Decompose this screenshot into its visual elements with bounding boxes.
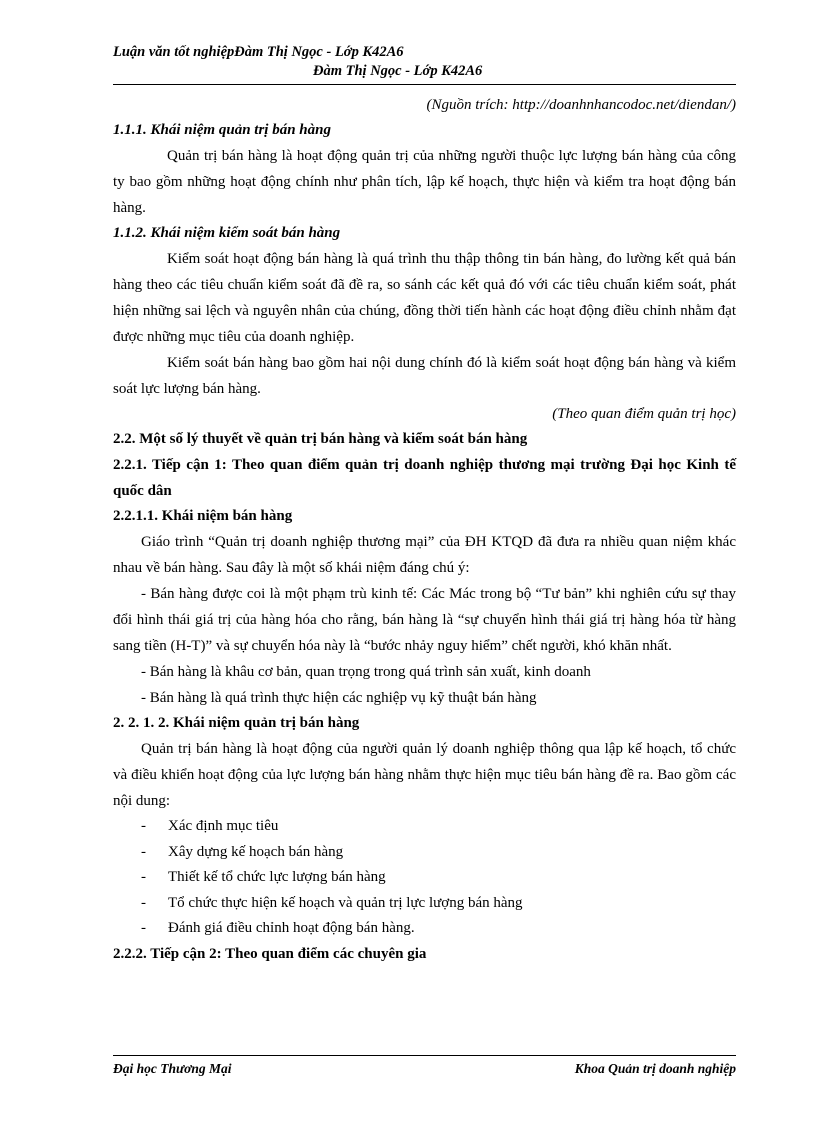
paragraph-2-2-1-1: Giáo trình “Quản trị doanh nghiệp thương mại” của ĐH KTQD đã đưa ra nhiều quan niệm khác nhau về bán hàng. Sau đây là một số khái niệm đáng chú ý: [113,534,736,576]
paragraph-2-2-1-2: Quản trị bán hàng là hoạt động của người quản lý doanh nghiệp thông qua lập kế hoạch, tổ chức và điều khiển hoạt động của lực lượng bán hàng nhằm thực hiện mục tiêu bán hàng đề ra. Bao gồm các nội dung: [113,741,736,809]
footer-rule [113,1055,736,1056]
bullet-text: Thiết kế tổ chức lực lượng bán hàng [168,869,386,885]
bullet-text: Xác định mục tiêu [168,818,279,834]
page-footer [113,1055,736,1078]
heading-2-2-1-2: 2. 2. 1. 2. Khái niệm quản trị bán hàng [113,715,360,731]
footer-right: Khoa Quản trị doanh nghiệp [574,1061,736,1076]
bullet-marker: - [141,818,146,834]
heading-2-2-2: 2.2.2. Tiếp cận 2: Theo quan điểm các chuyên gia [113,945,427,962]
source-citation-1: (Nguồn trích: http://doanhnhancodoc.net/diendan/) [426,97,736,113]
bullet-item-4 [113,891,736,917]
paragraph-1-1-2-b: Kiểm soát bán hàng bao gồm hai nội dung chính đó là kiểm soát hoạt động bán hàng và kiểm soát lực lượng bán hàng. [113,355,736,397]
dash-item-1: - Bán hàng được coi là một phạm trù kinh tế: Các Mác trong bộ “Tư bản” khi nghiên cứu sự thay đổi hình thái giá trị của hàng hóa cho rằng, bán hàng là “sự chuyển hình thái giá trị hàng hóa từ hàng sang tiền (H-T)” và sự chuyển hóa này là “bước nhảy nguy hiểm” chết người, khó khăn nhất. [113,586,736,654]
bullet-marker: - [141,843,146,860]
bullet-item-5 [113,916,736,942]
bullet-marker: - [141,869,146,885]
bullet-text: Tổ chức thực hiện kế hoạch và quản trị lực lượng bán hàng [168,894,523,911]
bullet-text: Xây dựng kế hoạch bán hàng [168,843,344,860]
footer-left: Đại học Thương Mại [113,1061,232,1076]
page-content [113,93,736,967]
bullet-text: Đánh giá điều chỉnh hoạt động bán hàng. [168,920,415,936]
bullet-marker: - [141,920,146,936]
heading-1-1-1: 1.1.1. Khái niệm quản trị bán hàng [113,122,331,138]
bullet-item-3 [113,865,736,891]
bullet-item-2 [113,840,736,866]
header-line-1: Luận văn tốt nghiệpĐàm Thị Ngọc - Lớp K42A6 [113,44,404,60]
dash-item-2: - Bán hàng là khâu cơ bản, quan trọng trong quá trình sản xuất, kinh doanh [141,664,591,680]
heading-2-2-1: 2.2.1. Tiếp cận 1: Theo quan điểm quản trị doanh nghiệp thương mại trường Đại học Kinh tế quốc dân [113,457,736,499]
header-rule [113,84,736,85]
bullet-marker: - [141,894,146,911]
heading-2-2-1-1: 2.2.1.1. Khái niệm bán hàng [113,508,293,524]
heading-1-1-2: 1.1.2. Khái niệm kiểm soát bán hàng [113,225,341,241]
header-line-2: Đàm Thị Ngọc - Lớp K42A6 [313,63,483,79]
page-header [113,43,736,85]
bullet-item-1 [113,814,736,840]
paragraph-1-1-1: Quản trị bán hàng là hoạt động quản trị của những người thuộc lực lượng bán hàng của công ty bao gồm những hoạt động chính như phân tích, lập kế hoạch, thực hiện và kiểm tra hoạt động bán hàng. [113,148,736,216]
paragraph-1-1-2-a: Kiểm soát hoạt động bán hàng là quá trình thu thập thông tin bán hàng, đo lường kết quả bán hàng theo các tiêu chuẩn kiểm soát đã đề ra, so sánh các kết quả đó với các tiêu chuẩn kiểm soát, phát hiện những sai lệch và nguyên nhân của chúng, đồng thời tiến hành các hoạt động điều chỉnh nhằm đạt được những mục tiêu của doanh nghiệp. [113,251,736,345]
heading-2-2: 2.2. Một số lý thuyết về quản trị bán hàng và kiểm soát bán hàng [113,431,528,447]
dash-item-3: - Bán hàng là quá trình thực hiện các nghiệp vụ kỹ thuật bán hàng [141,690,537,706]
source-citation-2: (Theo quan điểm quản trị học) [552,406,736,422]
